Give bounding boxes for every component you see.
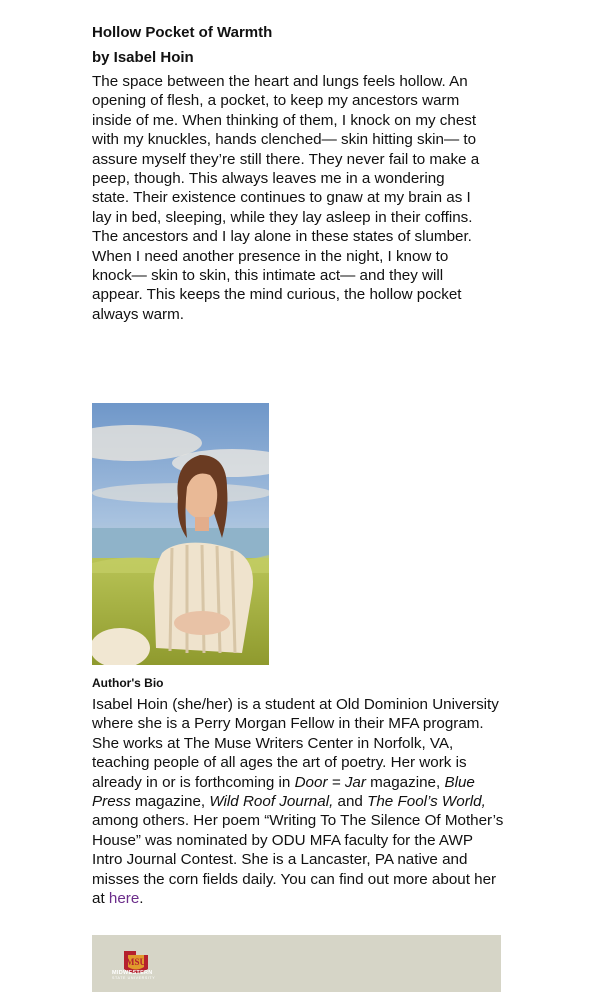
- bio-text: and: [333, 793, 368, 811]
- author-link[interactable]: here: [108, 890, 140, 908]
- bio-text: Isabel Hoin (she/her) is a student at Old Dominion University where she is a Perry Morgan Fellow in their MFA program. She works at The Muse Writers Center in Norfolk, VA, teaching people of all ages the art of poetry. Her work is already in or is forthcoming in: [92, 696, 499, 791]
- bio-text: among others. Her poem “Writing To The Silence Of Mother’s House” was nominated by ODU MFA faculty for the AWP Intro Journal Contest. She is a Lancaster, PA native and misses the corn fields daily. You can find out more about her at: [92, 812, 504, 908]
- publication-title: The Fool’s World,: [367, 793, 486, 811]
- footer-banner: [92, 935, 501, 992]
- poem-line: The ancestors and I lay alone in these states of slumber.: [92, 228, 472, 246]
- poem-line: assure myself they’re still there. They never fail to make a: [92, 150, 480, 168]
- bio-text: magazine,: [130, 793, 210, 811]
- poem-line: always warm.: [92, 305, 184, 323]
- publication-title: Blue Press: [92, 773, 475, 811]
- author-bio: [92, 695, 504, 908]
- poem-byline: by Isabel Hoin: [92, 49, 194, 66]
- poem-line: opening of flesh, a pocket, to keep my ancestors warm: [92, 92, 460, 110]
- poem-title: Hollow Pocket of Warmth: [92, 24, 273, 41]
- poem-body: [92, 72, 504, 324]
- publication-title: Wild Roof Journal,: [209, 793, 334, 811]
- poem-line: The space between the heart and lungs feels hollow. An: [92, 73, 468, 90]
- poem-line: peep, though. This always leaves me in a wondering: [92, 170, 445, 188]
- bio-text: .: [139, 890, 144, 908]
- svg-text:MSU: MSU: [126, 957, 146, 967]
- poem-line: knock— skin to skin, this intimate act— and they will: [92, 267, 444, 285]
- logo-name: MIDWESTERN: [112, 970, 153, 976]
- poem-line: with my knuckles, hands clenched— skin hitting skin— to: [92, 131, 477, 149]
- bio-heading: Author's Bio: [92, 676, 164, 690]
- poem-line: When I need another presence in the night, I know to: [92, 247, 449, 265]
- logo-subtitle: STATE UNIVERSITY: [112, 976, 156, 980]
- author-photo: [92, 403, 269, 665]
- poem-line: state. Their existence continues to gnaw at my brain as I: [92, 189, 471, 207]
- poem-line: lay in bed, sleeping, while they lay asleep in their coffins.: [92, 208, 473, 226]
- poem-section: [92, 22, 504, 324]
- bio-text: magazine,: [365, 773, 445, 791]
- poem-line: appear. This keeps the mind curious, the hollow pocket: [92, 286, 462, 304]
- publication-title: Door = Jar: [294, 773, 366, 791]
- poem-line: inside of me. When thinking of them, I knock on my chest: [92, 111, 477, 129]
